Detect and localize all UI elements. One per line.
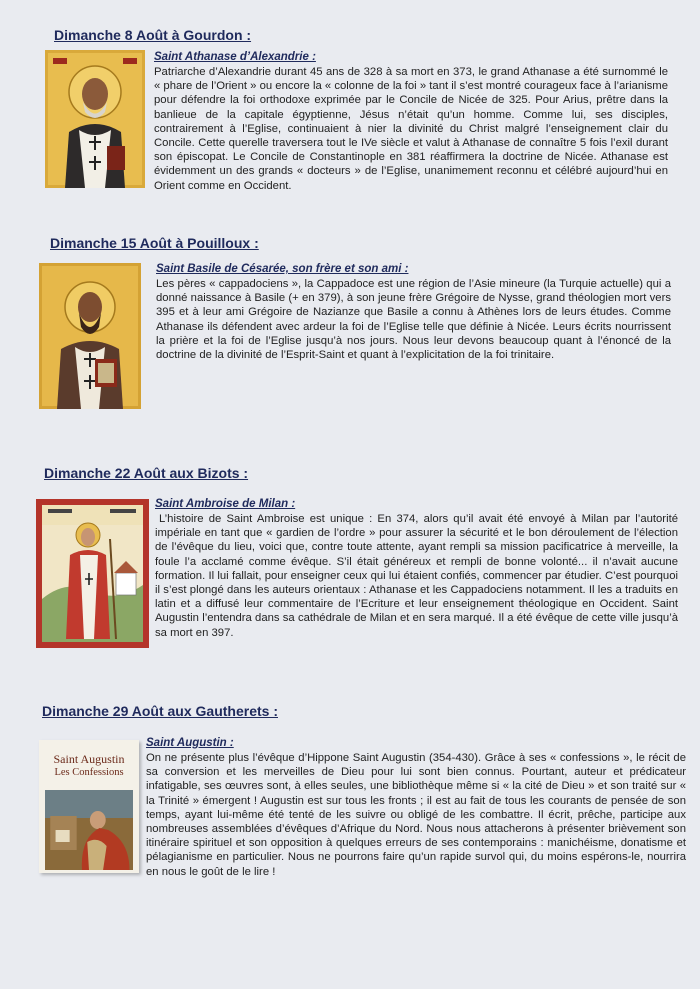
athanasius-icon-image [45,50,145,188]
section-text-ambroise: L’histoire de Saint Ambroise est unique : En 374, alors qu’il avait été envoyé à Milan par l’autorité impériale en tant que « gardien de l’ordre » pour assurer la sécurité et le bon déroulement de l’élection de l’évêque du lieu, voici que, contre toute attente, ayant rempli sa mission pacificatrice à merveille, la foule l’a acclamé comme évêque. S’il était généreux et rempli de bonne volonté... il n’avait aucune formation. Il lui fallait, pour enseigner ceux qui lui étaient confiés, commencer par étudier. C’est pourquoi il s’est plongé dans les auteurs orientaux : Athanase et les Cappadociens notamment. Il les a traduits en latin et a diffusé leur commentaire de l’Ecriture et leur enseignement théologique en Occident. Saint Augustin l’entendra dans sa cathédrale de Milan et en sera marqué. Il a été évêque de cette ville jusqu’à sa mort en 397. [155,513,678,639]
section-text-augustin: On ne présente plus l’évêque d’Hippone Saint Augustin (354-430). Grâce à ses « confessions », le récit de sa conversion et les merveilles de Dieu pour lui sont bien connus. Pourtant, auteur et prédicateur infatigable, ses œuvres sont, à elles seules, une bibliothèque même si « la cité de Dieu » et son traité sur « la Trinité » émergent ! Augustin est sur tous les fronts ; il est au fait de tous les courants de pensée de son temps, ayant lui-même été tenté de les suivre ou obligé de les combattre. Il écrit, prêche, participe aux nombreuses assemblées d’évêques d’Afrique du Nord. Nous nous attacherons à présenter brièvement son itinéraire spirituel et son opposition à quelques erreurs de ses contemporains : manichéisme, donatisme et pélagianisme en particulier. Nous ne pourrons faire qu’un rapide survol qui, du moins espérons-le, nourrira en nous le goût de le lire ! [146,752,686,878]
section-heading-gourdon: Dimanche 8 Août à Gourdon : [54,27,252,43]
book-cover-subtitle: Les Confessions [54,767,124,778]
augustine-painting-image [45,790,133,870]
basil-icon-image [39,263,141,409]
saint-title-athanase: Saint Athanase d’Alexandrie : [154,51,316,63]
section-text-basile: Les pères « cappadociens », la Cappadoce est une région de l’Asie mineure (la Turquie actuelle) qui a donné naissance à Basile (+ en 379), à son jeune frère Grégoire de Nysse, grand théologien mort vers 395 et à leur ami Grégoire de Nazianze que Basile a connu à Athènes lors de leurs études. Comme Athanase ils défendent avec ardeur la foi de l’Eglise telle que définie à Nicée. Leurs écrits nourrissent la prière et la foi de l’Eglise jusqu’à nos jours. Nous leur devons beaucoup quant à l’énoncé de la doctrine de la divinité de l’Esprit-Saint et quant à l’explicitation de la foi trinitaire. [156,278,671,362]
saint-title-ambroise: Saint Ambroise de Milan : [155,498,296,510]
book-cover-title: Saint Augustin [53,752,125,766]
section-heading-bizots: Dimanche 22 Août aux Bizots : [44,465,249,481]
augustine-book-cover [39,740,139,873]
section-text-athanase: Patriarche d’Alexandrie durant 45 ans de 328 à sa mort en 373, le grand Athanase a été surnommé le « phare de l’Orient » ou encore la « colonne de la foi » tant il s’est montré courageux face à l’arianisme pour défendre la foi orthodoxe exprimée par le Concile de Nicée de 325. Pour Arius, prêtre dans la banlieue de la capitale égyptienne, Jésus n’était qu’un homme. Comme lui, ses disciples, contrairement à l’Eglise, continuaient à nier la divinité du Christ malgré l’enseignement clair du Concile. Cette querelle traversera tout le IVe siècle et valut à Athanase de connaître 5 fois l’exil durant son épiscopat. Le Concile de Constantinople en 381 réaffirmera la doctrine de Nicée. Athanase est évidemment un des grands « docteurs » de l’Eglise, unanimement reconnu et célébré aujourd’hui en Orient comme en Occident. [154,66,668,192]
saint-title-basile: Saint Basile de Césarée, son frère et son ami : [156,263,409,275]
ambrose-icon-image [36,499,149,648]
saint-title-augustin: Saint Augustin : [146,737,234,749]
section-heading-gautherets: Dimanche 29 Août aux Gautherets : [42,703,278,719]
section-heading-pouilloux: Dimanche 15 Août à Pouilloux : [50,235,259,251]
